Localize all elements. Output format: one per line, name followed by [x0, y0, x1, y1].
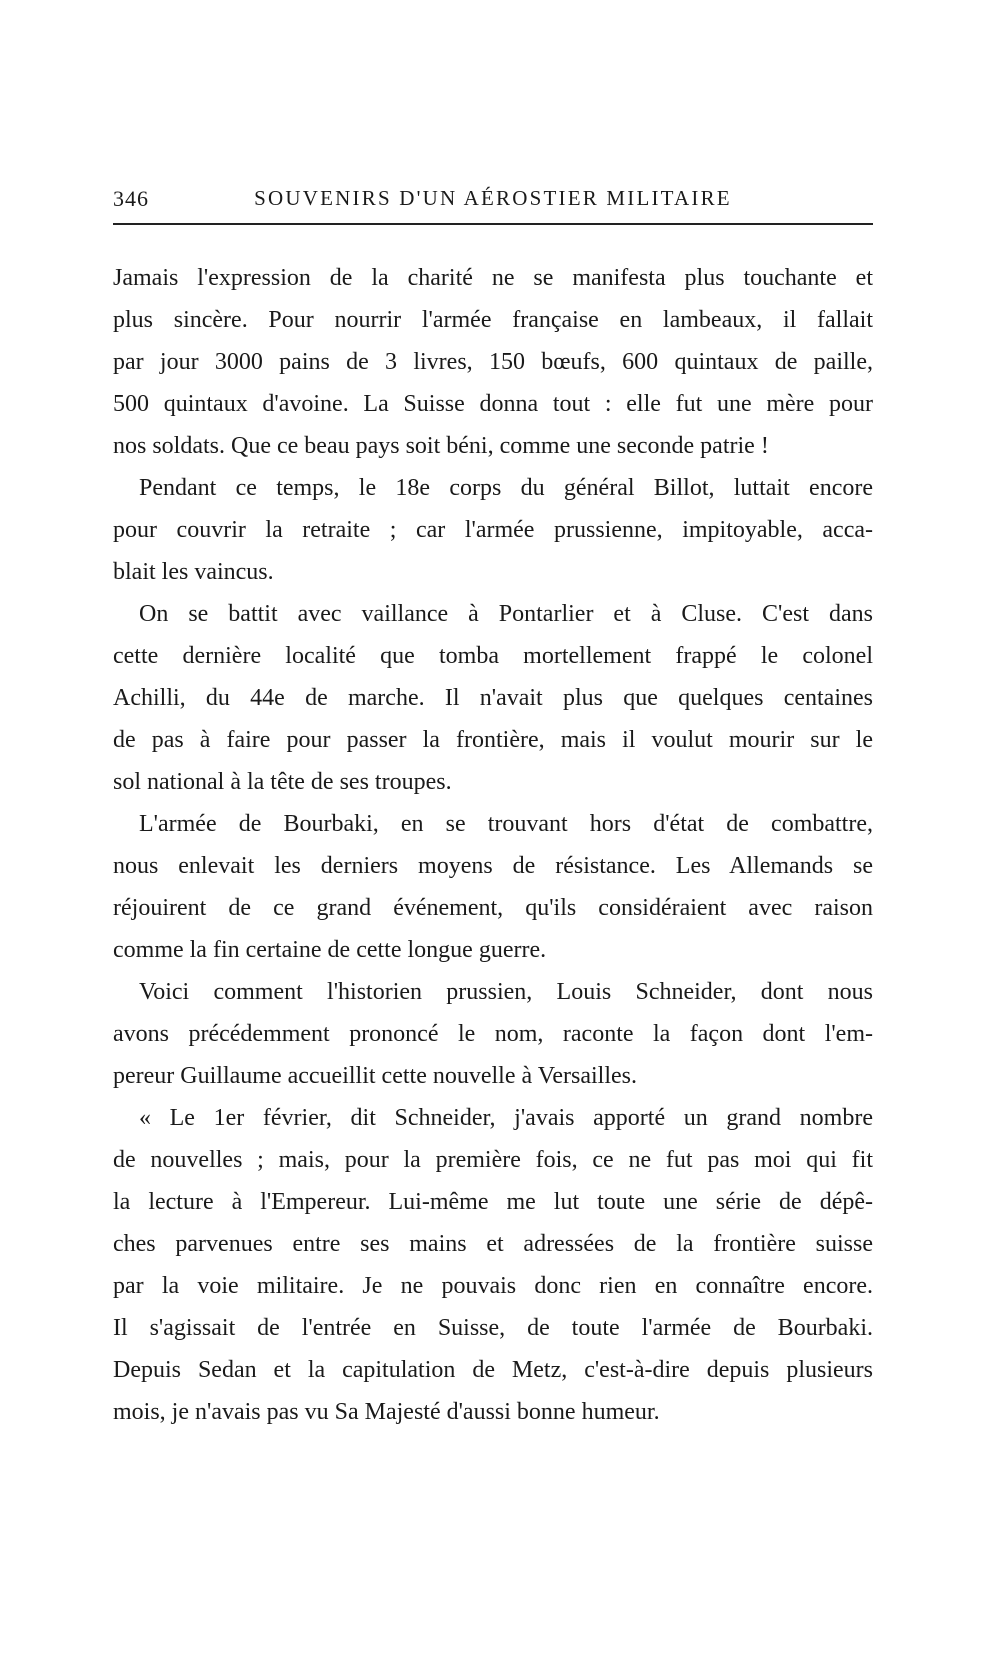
text-line: cette dernière localité que tomba mortellement frappé le colonel: [113, 643, 873, 669]
paragraph: [113, 467, 873, 593]
text-line: Depuis Sedan et la capitulation de Metz, c'est-à-dire depuis plusieurs: [113, 1357, 873, 1383]
text-line: Il s'agissait de l'entrée en Suisse, de toute l'armée de Bourbaki.: [113, 1315, 873, 1341]
text-line: pour couvrir la retraite ; car l'armée prussienne, impitoyable, acca-: [113, 517, 873, 543]
text-line: par la voie militaire. Je ne pouvais donc rien en connaître encore.: [113, 1273, 873, 1299]
text-line: sol national à la tête de ses troupes.: [113, 769, 452, 795]
text-line: mois, je n'avais pas vu Sa Majesté d'aussi bonne humeur.: [113, 1399, 660, 1425]
text-line: nous enlevait les derniers moyens de résistance. Les Allemands se: [113, 853, 873, 879]
text-line: Voici comment l'historien prussien, Louis Schneider, dont nous: [139, 979, 873, 1005]
paragraph: [113, 971, 873, 1097]
text-line: plus sincère. Pour nourrir l'armée française en lambeaux, il fallait: [113, 307, 873, 333]
header-rule: [113, 223, 873, 225]
paragraph: [113, 593, 873, 803]
text-line: blait les vaincus.: [113, 559, 274, 585]
text-line: Pendant ce temps, le 18e corps du général Billot, luttait encore: [139, 475, 873, 501]
text-line: « Le 1er février, dit Schneider, j'avais apporté un grand nombre: [139, 1105, 873, 1131]
text-line: On se battit avec vaillance à Pontarlier et à Cluse. C'est dans: [139, 601, 873, 627]
text-line: de nouvelles ; mais, pour la première fois, ce ne fut pas moi qui fit: [113, 1147, 873, 1173]
paragraph: [113, 1097, 873, 1433]
text-line: pereur Guillaume accueillit cette nouvelle à Versailles.: [113, 1063, 638, 1089]
text-line: comme la fin certaine de cette longue guerre.: [113, 937, 547, 963]
text-line: L'armée de Bourbaki, en se trouvant hors d'état de combattre,: [139, 811, 873, 837]
page-header: [113, 186, 873, 218]
text-line: nos soldats. Que ce beau pays soit béni, comme une seconde patrie !: [113, 433, 769, 459]
page-number: 346: [113, 186, 149, 211]
text-line: de pas à faire pour passer la frontière, mais il voulut mourir sur le: [113, 727, 873, 753]
text-line: par jour 3000 pains de 3 livres, 150 bœufs, 600 quintaux de paille,: [113, 349, 873, 375]
text-line: Jamais l'expression de la charité ne se manifesta plus touchante et: [113, 265, 873, 291]
text-line: avons précédemment prononcé le nom, raconte la façon dont l'em-: [113, 1021, 873, 1047]
body-text: [113, 257, 873, 1433]
paragraph: [113, 257, 873, 467]
text-line: réjouirent de ce grand événement, qu'ils considéraient avec raison: [113, 895, 873, 921]
text-line: ches parvenues entre ses mains et adressées de la frontière suisse: [113, 1231, 873, 1257]
running-head: SOUVENIRS D'UN AÉROSTIER MILITAIRE: [254, 186, 732, 210]
text-line: Achilli, du 44e de marche. Il n'avait plus que quelques centaines: [113, 685, 873, 711]
paragraph: [113, 803, 873, 971]
text-line: 500 quintaux d'avoine. La Suisse donna tout : elle fut une mère pour: [113, 391, 873, 417]
text-line: la lecture à l'Empereur. Lui-même me lut toute une série de dépê-: [113, 1189, 873, 1215]
